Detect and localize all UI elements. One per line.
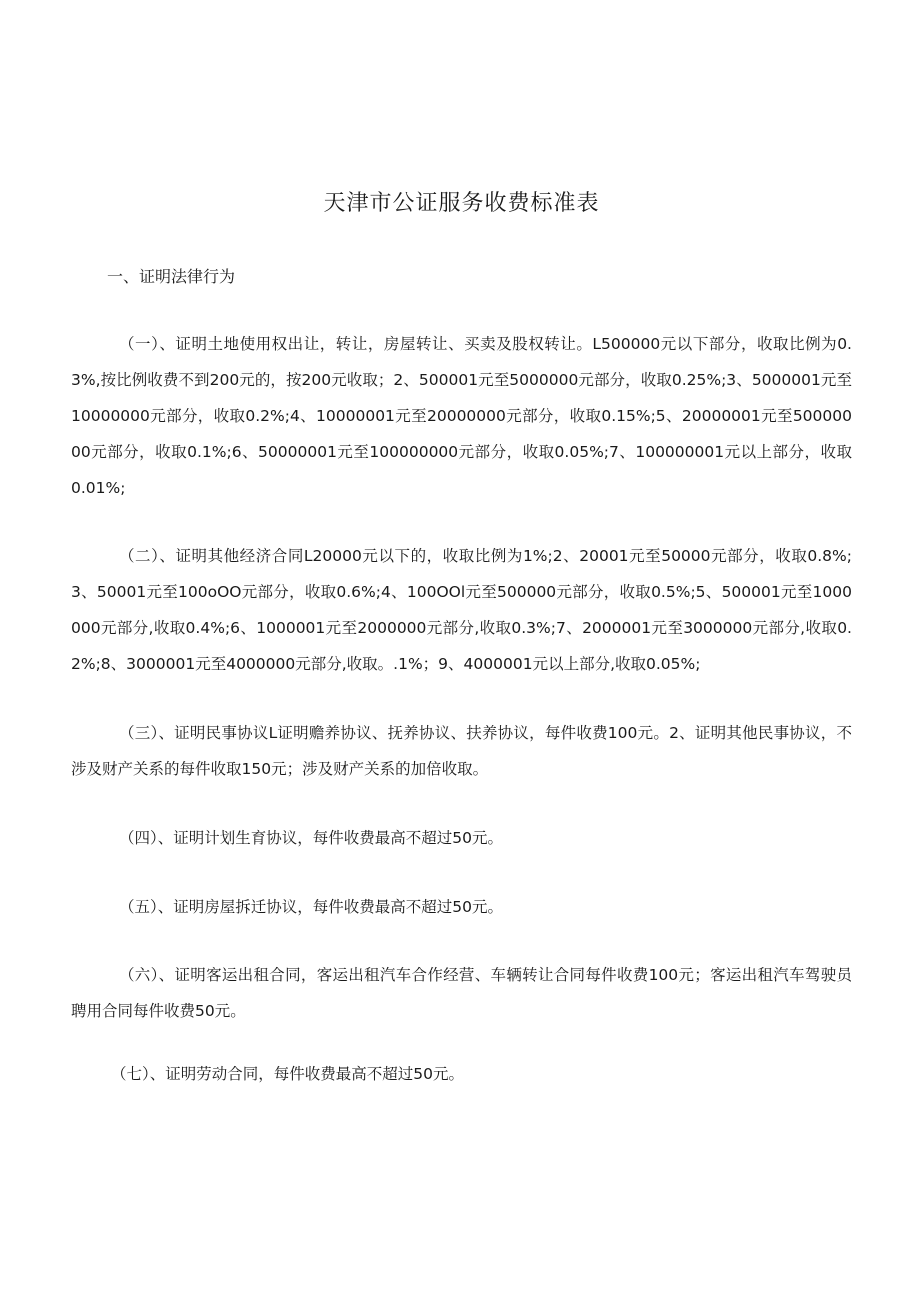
fee-paragraph-7: （七）、证明劳动合同，每件收费最高不超过50元。	[111, 1065, 464, 1083]
fee-paragraph-5: （五）、证明房屋拆迁协议，每件收费最高不超过50元。	[119, 898, 503, 916]
section-heading: 一、证明法律行为	[107, 267, 236, 286]
fee-paragraph-3: （三）、证明民事协议L证明赡养协议、抚养协议、扶养协议，每件收费100元。2、证明其他民事协议，不涉及财产关系的每件收取150元；涉及财产关系的加倍收取。	[71, 724, 852, 778]
fee-paragraph-6: （六）、证明客运出租合同，客运出租汽车合作经营、车辆转让合同每件收费100元；客运出租汽车驾驶员聘用合同每件收费50元。	[71, 966, 852, 1020]
document-title: 天津市公证服务收费标准表	[323, 191, 600, 216]
fee-paragraph-4: （四）、证明计划生育协议，每件收费最高不超过50元。	[119, 829, 503, 847]
fee-paragraph-1: （一）、证明土地使用权出让，转让，房屋转让、买卖及股权转让。L500000元以下部分，收取比例为0.3%,按比例收费不到200元的，按200元收取；2、500001元至5000000元部分，收取0.25%;3、5000001元至10000000元部分，收取0.2%;4、10000001元至20000000元部分，收取0.15%;5、20000001元至50000000元部分，收取0.1%;6、50000001元至100000000元部分，收取0.05%;7、100000001元以上部分，收取0.01%;	[71, 335, 852, 497]
fee-paragraph-2: （二）、证明其他经济合同L20000元以下的，收取比例为1%;2、20001元至50000元部分，收取0.8%;3、50001元至100oOO元部分，收取0.6%;4、100OOl元至500000元部分，收取0.5%;5、500001元至1000000元部分,收取0.4%;6、1000001元至2000000元部分,收取0.3%;7、2000001元至3000000元部分,收取0.2%;8、3000001元至4000000元部分,收取。.1%；9、4000001元以上部分,收取0.05%;	[71, 547, 852, 673]
